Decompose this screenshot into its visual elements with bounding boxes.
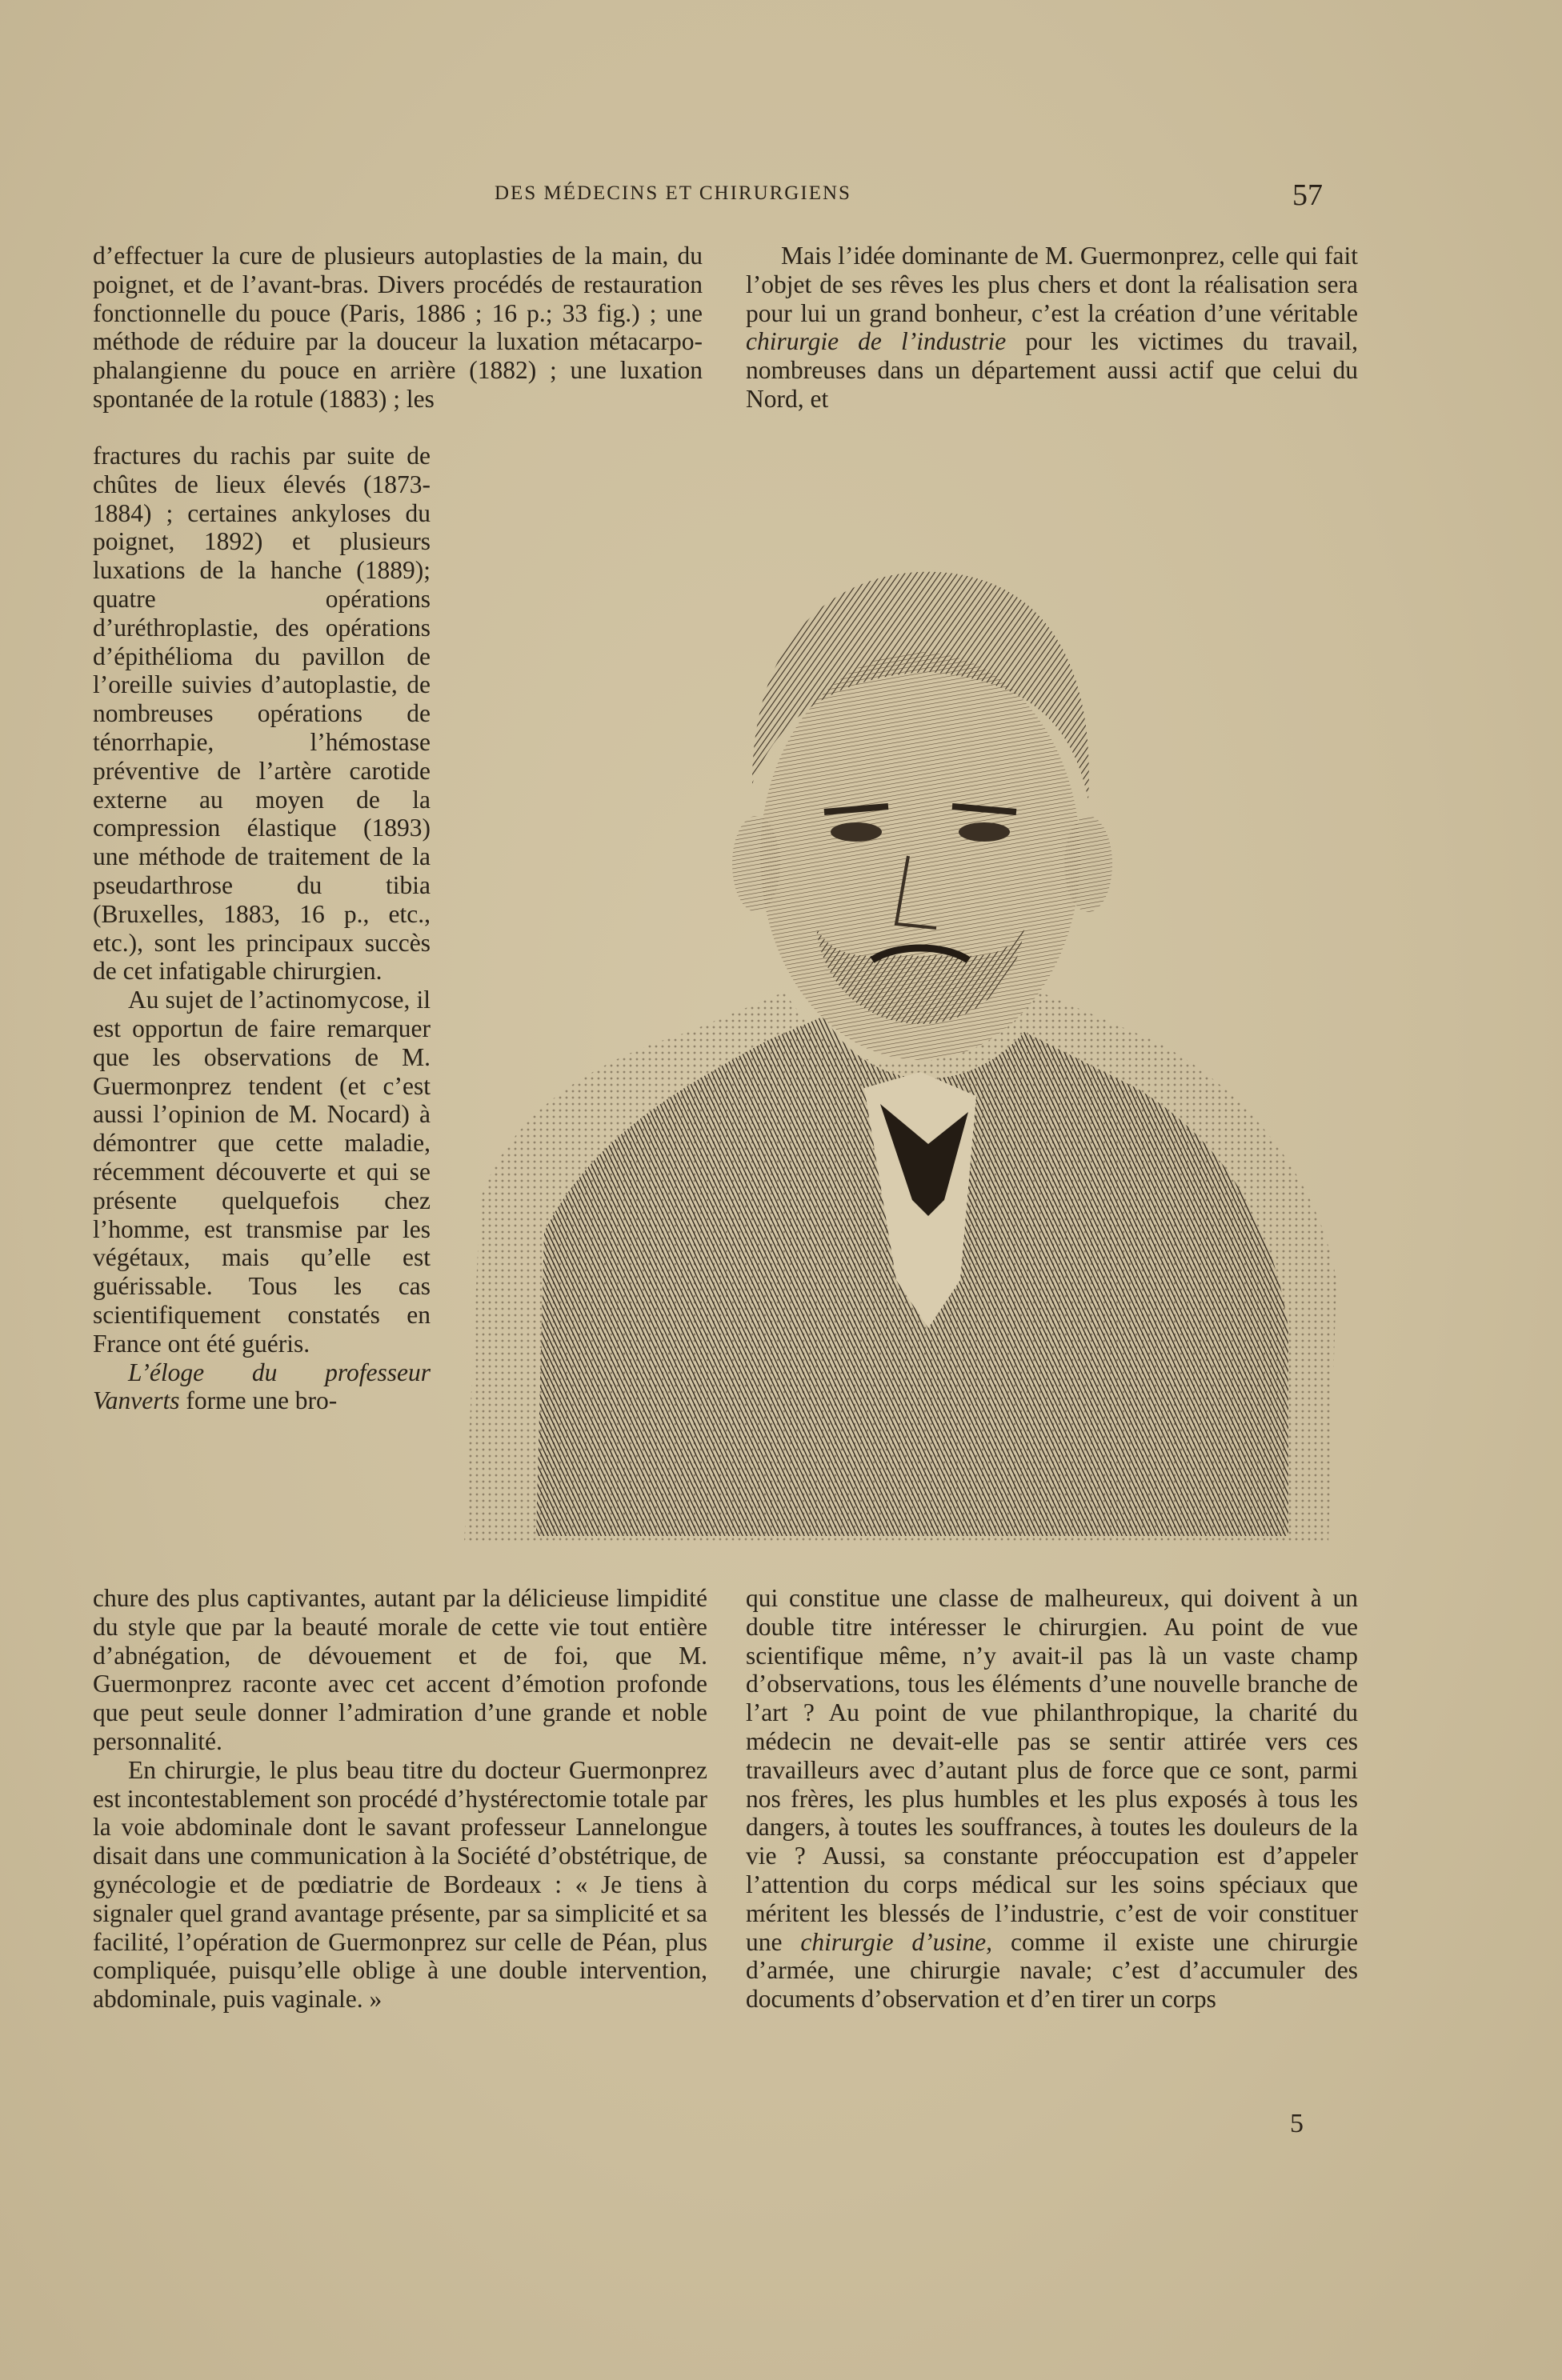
paragraph-chirurgie: En chirurgie, le plus beau titre du docteur Guermonprez est incontestablement son procédé d’hystérectomie totale par la voie abdominale dont le savant professeur Lannelongue disait dans une communication à la Société d’obstétrique, de gynécologie et de pœdiatrie de Bordeaux : « Je tiens à signaler quel grand avantage présente, par sa simplicité et sa facilité, l’opération de Guermonprez sur celle de Péan, plus compliquée, puisqu’elle oblige à une double intervention, abdominale, puis vaginale. » [93, 1755, 707, 2014]
page-number: 57 [1292, 178, 1323, 212]
right-column-top [746, 242, 1358, 414]
paragraph-actinomycose: Au sujet de l’actinomycose, il est opportun de faire remarquer que les observations de M. Guermonprez tendent (et c’est aussi l’opinion de M. Nocard) à démontrer que cette maladie, récemment découverte et qui se présente quelquefois chez l’homme, est transmise par les végétaux, mais qu’elle est guérissable. Tous les cas scientifiquement constatés en France ont été guéris. [93, 986, 431, 1358]
left-column-narrow [93, 442, 431, 1415]
italic-chirurgie-usine: chirurgie d’usine, [800, 1927, 993, 1956]
paragraph-malheureux: qui constitue une classe de malheureux, qui doivent à un double titre intéresser le chirurgien. Au point de vue scientifique même, n’y avait-il pas là un vaste champ d’observations, tous les éléments d’une nouvelle branche de l’art ? Au point de vue philanthropique, la charité du médecin ne devait-elle pas se sentir attirée vers ces travailleurs avec d’autant plus de force que ce sont, parmi nos frères, les plus humbles et les plus exposés à tous les dangers, à toutes les souffrances, à toutes les douleurs de la vie ? Aussi, sa constante préoccupation est d’appeler l’attention du corps médical sur les soins spéciaux que méritent les blessés de l’industrie, c’est de voir constituer une chirurgie d’usine, comme il existe une chirurgie d’armée, une chirurgie navale; c’est d’accumuler des documents d’observation et d’en tirer un corps [746, 1584, 1358, 2014]
paragraph-idee-dominante: Mais l’idée dominante de M. Guermonprez, celle qui fait l’objet de ses rêves les plus chers et dont la réalisation sera pour lui un grand bonheur, c’est la création d’une véritable chirurgie de l’industrie pour les victimes du travail, nombreuses dans un département aussi actif que celui du Nord, et [746, 242, 1358, 413]
left-column-top [93, 242, 703, 414]
paragraph-eloge: L’éloge du professeur Vanverts forme une bro- [93, 1358, 431, 1415]
paragraph-fractures: fractures du rachis par suite de chûtes de lieux élevés (1873-1884) ; certaines ankyloses du poignet, 1892) et plusieurs luxations de la hanche (1889); quatre opérations d’uréthroplastie, des opérations d’épithélioma du pavillon de l’oreille suivies d’autoplastie, de nombreuses opérations de ténorrhapie, l’hémostase préventive de l’artère carotide externe au moyen de la compression élastique (1893) une méthode de traitement de la pseudarthrose du tibia (Bruxelles, 1883, 16 p., etc., etc.), sont les principaux succès de cet infatigable chirurgien. [93, 442, 431, 986]
italic-eloge-title: L’éloge du professeur Vanverts [93, 1358, 431, 1415]
portrait-engraving [448, 480, 1352, 1544]
paragraph-brochure: chure des plus captivantes, autant par la délicieuse limpidité du style que par la beauté morale de cette vie tout entière d’abnégation, de dévouement et de foi, que M. Guermonprez raconte avec cet accent d’émotion profonde que peut seule donner l’admiration d’une grande et noble personnalité. [93, 1584, 707, 1755]
left-column-bottom [93, 1584, 707, 2014]
paragraph-autoplasties: d’effectuer la cure de plusieurs autoplasties de la main, du poignet, et de l’avant-bras. Divers procédés de restauration fonctionnelle du pouce (Paris, 1886 ; 16 p.; 33 fig.) ; une méthode de réduire par la douceur la luxation métacarpo-phalangienne du pouce en arrière (1882) ; une luxation spontanée de la rotule (1883) ; les [93, 242, 703, 413]
running-head: DES MÉDECINS ET CHIRURGIENS [495, 182, 851, 204]
page-header [0, 178, 1562, 214]
signature-mark: 5 [1290, 2109, 1304, 2138]
right-column-bottom [746, 1584, 1358, 2014]
italic-chirurgie-industrie: chirurgie de l’industrie [746, 327, 1007, 356]
